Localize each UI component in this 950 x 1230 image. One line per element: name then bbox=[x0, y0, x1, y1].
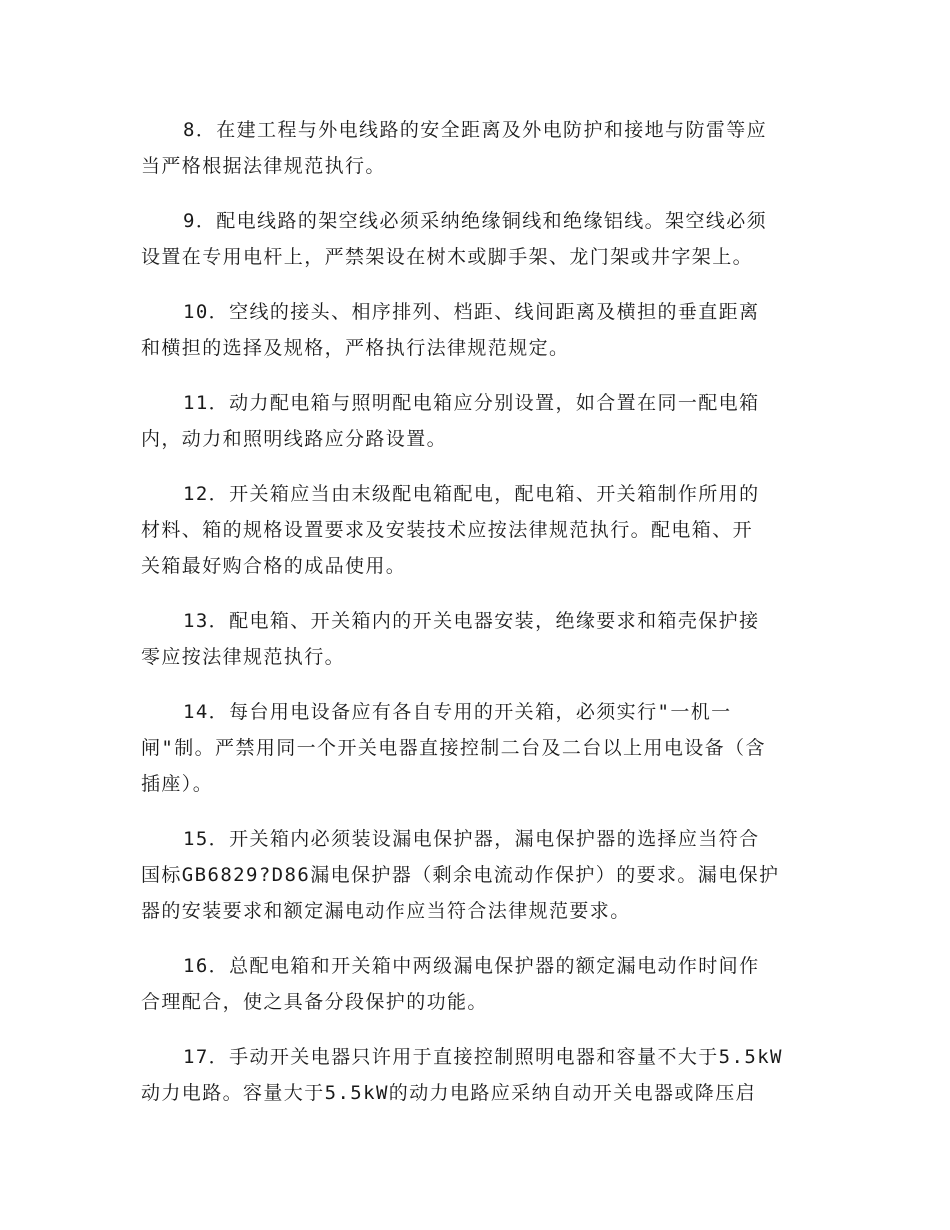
paragraph-line: 动力电路。容量大于5.5kW的动力电路应采纳自动开关电器或降压启 bbox=[141, 1082, 756, 1104]
paragraph-first-line: 17．手动开关电器只许用于直接控制照明电器和容量不大于5.5kW bbox=[183, 1046, 783, 1068]
paragraph-line: 材料、箱的规格设置要求及安装技术应按法律规范执行。配电箱、开 bbox=[141, 519, 754, 541]
paragraph-line: 关箱最好购合格的成品使用。 bbox=[141, 555, 407, 577]
paragraph-item-13 bbox=[141, 603, 809, 675]
paragraph-line: 合理配合，使之具备分段保护的功能。 bbox=[141, 991, 488, 1013]
paragraph-item-14 bbox=[141, 694, 809, 802]
paragraph-item-9 bbox=[141, 203, 809, 275]
paragraph-item-16 bbox=[141, 948, 809, 1020]
paragraph-first-line: 9．配电线路的架空线必须采纳绝缘铜线和绝缘铝线。架空线必须 bbox=[183, 210, 768, 232]
paragraph-first-line: 14．每台用电设备应有各自专用的开关箱，必须实行"一机一 bbox=[183, 701, 732, 723]
paragraph-line: 闸"制。严禁用同一个开关电器直接控制二台及二台以上用电设备（含 bbox=[141, 737, 766, 759]
paragraph-line: 当严格根据法律规范执行。 bbox=[141, 155, 386, 177]
paragraph-first-line: 8．在建工程与外电线路的安全距离及外电防护和接地与防雷等应 bbox=[183, 119, 768, 141]
paragraph-line: 国标GB6829?D86漏电保护器（剩余电流动作保护）的要求。漏电保护 bbox=[141, 864, 780, 886]
paragraph-first-line: 15．开关箱内必须装设漏电保护器，漏电保护器的选择应当符合 bbox=[183, 828, 760, 850]
paragraph-line: 设置在专用电杆上，严禁架设在树木或脚手架、龙门架或井字架上。 bbox=[141, 246, 754, 268]
paragraph-item-15 bbox=[141, 821, 809, 929]
paragraph-item-11 bbox=[141, 385, 809, 457]
paragraph-first-line: 16．总配电箱和开关箱中两级漏电保护器的额定漏电动作时间作 bbox=[183, 955, 760, 977]
paragraph-line: 插座）。 bbox=[141, 773, 214, 795]
paragraph-line: 和横担的选择及规格，严格执行法律规范规定。 bbox=[141, 337, 570, 359]
paragraph-first-line: 11．动力配电箱与照明配电箱应分别设置，如合置在同一配电箱 bbox=[183, 392, 760, 414]
document-body bbox=[141, 112, 809, 1130]
paragraph-line: 零应按法律规范执行。 bbox=[141, 646, 346, 668]
paragraph-first-line: 12．开关箱应当由末级配电箱配电，配电箱、开关箱制作所用的 bbox=[183, 483, 760, 505]
paragraph-first-line: 13．配电箱、开关箱内的开关电器安装，绝缘要求和箱壳保护接 bbox=[183, 610, 760, 632]
paragraph-first-line: 10．空线的接头、相序排列、档距、线间距离及横担的垂直距离 bbox=[183, 301, 760, 323]
paragraph-item-17 bbox=[141, 1039, 809, 1111]
paragraph-item-8 bbox=[141, 112, 809, 184]
paragraph-item-12 bbox=[141, 476, 809, 584]
paragraph-item-10 bbox=[141, 294, 809, 366]
paragraph-line: 内，动力和照明线路应分路设置。 bbox=[141, 428, 448, 450]
paragraph-line: 器的安装要求和额定漏电动作应当符合法律规范要求。 bbox=[141, 900, 631, 922]
